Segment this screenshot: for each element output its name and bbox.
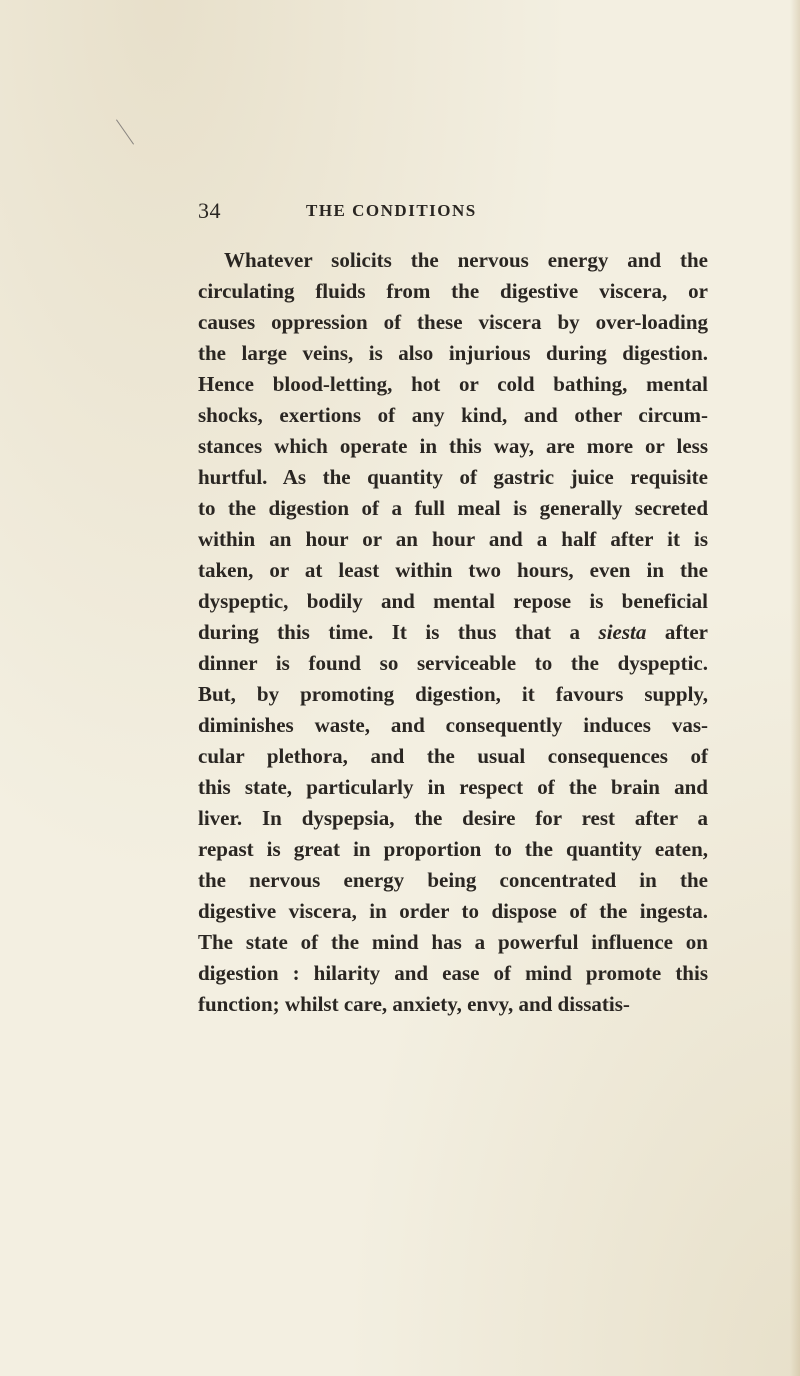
text-line: liver. In dyspepsia, the desire for rest after a xyxy=(198,806,708,830)
text-line: function; whilst care, anxiety, envy, and dissatis- xyxy=(198,992,630,1016)
body-text xyxy=(198,245,708,1020)
text-line: diminishes waste, and consequently induces vas- xyxy=(198,713,708,737)
text-line-with-italic xyxy=(198,617,708,648)
page-header xyxy=(198,198,718,226)
text-line: cular plethora, and the usual consequences of xyxy=(198,744,708,768)
text-line: But, by promoting digestion, it favours supply, xyxy=(198,682,708,706)
text-line: to the digestion of a full meal is generally secreted xyxy=(198,496,708,520)
text-line: dyspeptic, bodily and mental repose is beneficial xyxy=(198,589,708,613)
text-segment: after xyxy=(664,620,709,644)
text-line: dinner is found so serviceable to the dyspeptic. xyxy=(198,651,708,675)
text-line: within an hour or an hour and a half after it is xyxy=(198,527,708,551)
italic-word: siesta xyxy=(598,620,647,644)
text-line: The state of the mind has a powerful influence on xyxy=(198,930,708,954)
pencil-mark xyxy=(116,119,134,144)
text-line: Whatever solicits the nervous energy and the xyxy=(224,248,708,272)
running-head: THE CONDITIONS xyxy=(306,201,477,220)
text-line: digestive viscera, in order to dispose of the ingesta. xyxy=(198,899,708,923)
text-line: digestion : hilarity and ease of mind promote this xyxy=(198,961,708,985)
text-line: taken, or at least within two hours, even in the xyxy=(198,558,708,582)
text-line: circulating fluids from the digestive viscera, or xyxy=(198,279,708,303)
text-line: causes oppression of these viscera by over-loading xyxy=(198,310,708,334)
text-line: Hence blood-letting, hot or cold bathing, mental xyxy=(198,372,708,396)
text-line: the large veins, is also injurious during digestion. xyxy=(198,341,708,365)
text-line: stances which operate in this way, are more or less xyxy=(198,434,708,458)
page-edge-shadow xyxy=(790,0,800,1376)
text-segment: during this time. It is thus that a xyxy=(198,620,581,644)
text-line: repast is great in proportion to the quantity eaten, xyxy=(198,837,708,861)
text-line: the nervous energy being concentrated in the xyxy=(198,868,708,892)
page-number: 34 xyxy=(198,198,221,223)
text-line: this state, particularly in respect of the brain and xyxy=(198,775,708,799)
text-line: shocks, exertions of any kind, and other circum- xyxy=(198,403,708,427)
text-line: hurtful. As the quantity of gastric juice requisite xyxy=(198,465,708,489)
